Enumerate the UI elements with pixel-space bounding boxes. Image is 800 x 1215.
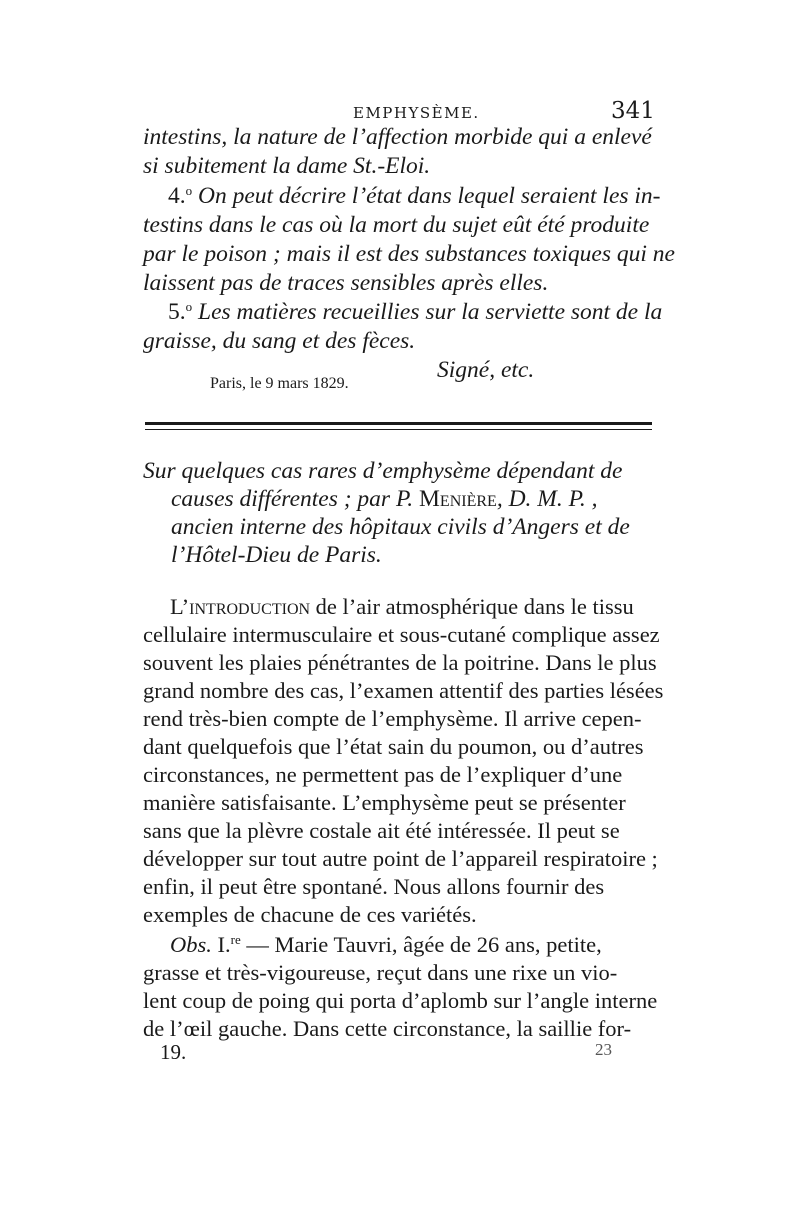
body-line-4: grand nombre des cas, l’examen attentif des parties lésées xyxy=(143,678,664,703)
item-5-line-1 xyxy=(168,299,662,326)
body-line-12: exemples de chacune de ces variétés. xyxy=(143,902,477,927)
continuation-line-1: intestins, la nature de l’affection morbide qui a enlevé xyxy=(143,124,652,150)
body-line-2: cellulaire intermusculaire et sous-cutané complique assez xyxy=(143,622,660,647)
obs-line-2: grasse et très-vigoureuse, reçut dans une rixe un vio- xyxy=(143,960,618,985)
footer-right-mark: 23 xyxy=(595,1040,612,1059)
obs-line-1 xyxy=(170,932,602,958)
article-title-line-2 xyxy=(171,486,598,513)
body-line-1-rest: de l’air atmosphérique dans le tissu xyxy=(310,594,634,619)
signature: Signé, etc. xyxy=(437,357,535,383)
article-title-line-3: ancien interne des hôpitaux civils d’Angers et de xyxy=(171,514,630,540)
article-title-part-a: causes différentes ; par P. xyxy=(171,486,420,512)
item-4-degree: o xyxy=(185,183,193,198)
item-5-text: Les matières recueillies sur la serviette sont de la xyxy=(192,299,663,325)
page-number: 341 xyxy=(611,98,655,124)
article-author: Menière xyxy=(419,486,497,512)
item-5-degree: o xyxy=(185,299,193,314)
section-rule-thin xyxy=(145,429,652,430)
body-line-7: circonstances, ne permettent pas de l’expliquer d’une xyxy=(143,762,623,787)
body-line-1 xyxy=(170,594,634,620)
article-title-line-1: Sur quelques cas rares d’emphysème dépendant de xyxy=(143,458,623,484)
item-4-line-1 xyxy=(168,183,661,210)
body-line-6: dant quelquefois que l’état sain du poumon, ou d’autres xyxy=(143,734,644,759)
item-4-line-4: laissent pas de traces sensibles après elles. xyxy=(143,270,549,296)
body-line-10: développer sur tout autre point de l’appareil respiratoire ; xyxy=(143,846,658,871)
body-line-11: enfin, il peut être spontané. Nous allons fournir des xyxy=(143,874,605,899)
item-4-text: On peut décrire l’état dans lequel seraient les in- xyxy=(192,183,661,209)
obs-superscript: re xyxy=(230,932,241,947)
article-title-part-b: , D. M. P. , xyxy=(496,486,598,512)
item-4-line-2: testins dans le cas où la mort du sujet eût été produite xyxy=(143,212,650,238)
item-5-number: 5. xyxy=(168,299,186,325)
body-line-5: rend très-bien compte de l’emphysème. Il arrive cepen- xyxy=(143,706,642,731)
obs-numeral: I. xyxy=(217,932,231,957)
obs-line-1-rest: — Marie Tauvri, âgée de 26 ans, petite, xyxy=(240,932,602,957)
continuation-line-2: si subitement la dame St.-Eloi. xyxy=(143,153,431,179)
obs-label: Obs. xyxy=(170,932,212,957)
item-5-line-2: graisse, du sang et des fèces. xyxy=(143,328,416,354)
body-line-3: souvent les plaies pénétrantes de la poitrine. Dans le plus xyxy=(143,650,657,675)
body-first-letter: L’ xyxy=(170,594,190,619)
body-first-word: introduction xyxy=(189,594,311,619)
running-header: EMPHYSÈME. xyxy=(353,104,480,122)
body-line-8: manière satisfaisante. L’emphysème peut se présenter xyxy=(143,790,626,815)
item-4-line-3: par le poison ; mais il est des substances toxiques qui ne xyxy=(143,241,675,267)
obs-line-4: de l’œil gauche. Dans cette circonstance, la saillie for- xyxy=(143,1016,632,1041)
section-rule-thick xyxy=(145,422,652,425)
article-title-line-4: l’Hôtel-Dieu de Paris. xyxy=(171,542,382,568)
signature-mark: 19. xyxy=(160,1040,187,1064)
body-line-9: sans que la plèvre costale ait été intéressée. Il peut se xyxy=(143,818,620,843)
item-4-number: 4. xyxy=(168,183,186,209)
dateline: Paris, le 9 mars 1829. xyxy=(210,375,349,392)
obs-line-3: lent coup de poing qui porta d’aplomb sur l’angle interne xyxy=(143,988,658,1013)
